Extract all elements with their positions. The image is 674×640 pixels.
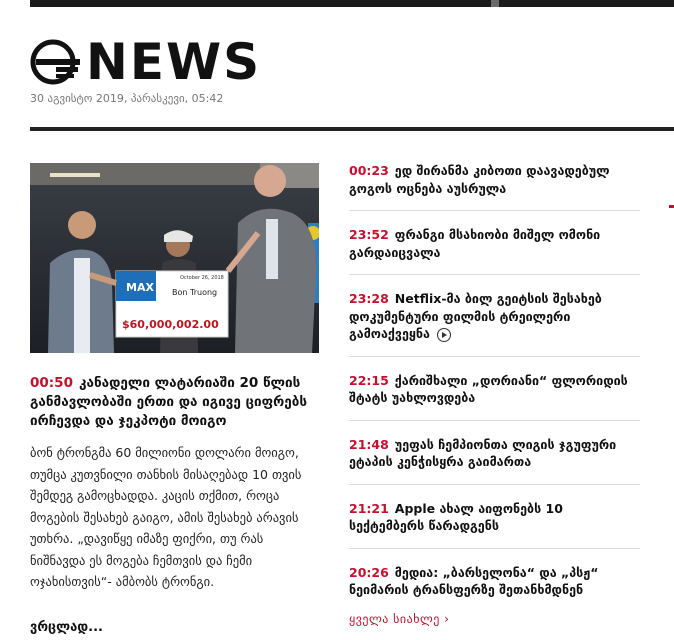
news-item[interactable]	[349, 436, 640, 485]
check-date: October 26, 2018	[180, 275, 224, 281]
banner-segment	[491, 0, 499, 7]
check-payee: Bon Truong	[172, 288, 218, 297]
logo-globe-icon	[30, 39, 80, 85]
news-item[interactable]	[349, 564, 640, 612]
news-item[interactable]	[349, 162, 640, 211]
check-lotto-logo: MAX	[126, 281, 154, 294]
lead-photo[interactable]	[30, 163, 319, 353]
site-logo[interactable]	[30, 33, 262, 91]
header-divider	[30, 127, 674, 131]
lead-photo-illustration	[30, 163, 319, 353]
news-item[interactable]	[349, 500, 640, 549]
news-time: 20:26	[349, 564, 389, 580]
news-time: 00:23	[349, 163, 389, 178]
news-title[interactable]: უეფას ჩემპიონთა ლიგის ჯგუფური ეტაპის კენჭისყრა გაიმართა	[349, 436, 617, 469]
news-time: 21:21	[349, 500, 389, 516]
news-title[interactable]: ფრანგი მსახიობი მიშელ ომონი გარდაიცვალა	[349, 227, 601, 260]
lead-summary: ბონ ტრონგმა 60 მილიონი დოლარი მოიგო, თუმცა კუთვნილი თანხის მისაღებად 10 თვის შემდეგ გამოცხადდა. კაცის თქმით, როცა მოგების შესახებ გაიგო, ამის შესახებ არავის უთხრა. „დავიწყე იმაზე ფიქრი, თუ რას ნიშნავდა ეს მოგება ჩემთვის და ჩემი ოჯახისთვის“- ამბობს ტრონგი.	[30, 445, 302, 589]
news-time: 21:48	[349, 436, 389, 452]
top-banner-strip	[30, 0, 674, 7]
check-amount: $60,000,002.00	[122, 318, 219, 331]
news-item[interactable]	[349, 290, 640, 357]
news-title[interactable]: Netflix-მა ბილ გეიტსის შესახებ დოკუმენტური ფილმის ტრეილერი გამოაქვეყნა	[349, 291, 602, 341]
news-title[interactable]: მედია: „ბარსელონა“ და „პსჟ“ ნეიმარის ტრანსფერზე შეთანხმდნენ	[349, 564, 599, 597]
video-play-icon	[437, 328, 451, 342]
current-date: 30 აგვისტო 2019, პარასკევი, 05:42	[30, 92, 224, 105]
lead-headline[interactable]	[30, 374, 325, 431]
all-news-link[interactable]: ყველა სიახლე ›	[349, 612, 450, 626]
news-title[interactable]: Apple ახალ აიფონებს 10 სექტემბერს წარადგენს	[349, 500, 563, 533]
read-more-link[interactable]: ვრცლად...	[30, 620, 103, 635]
news-title[interactable]: ედ შირანმა კიბოთი დაავადებულ გოგოს ოცნება აუსრულა	[349, 163, 610, 196]
news-feed	[349, 162, 640, 627]
side-accent-mark	[669, 205, 674, 208]
news-title[interactable]: ქარიშხალი „დორიანი“ ფლორიდის შტატს უახლოვდება	[349, 372, 628, 405]
news-time: 22:15	[349, 372, 389, 388]
news-item[interactable]	[349, 372, 640, 421]
lead-title-text[interactable]: კანადელი ლატარიაში 20 წლის განმავლობაში ერთი და იგივე ციფრებს ირჩევდა და ჯეკპოტი მოიგო	[30, 375, 307, 429]
news-item[interactable]	[349, 226, 640, 275]
news-time: 23:28	[349, 291, 389, 306]
news-time: 23:52	[349, 227, 389, 242]
lead-time: 00:50	[30, 375, 73, 391]
logo-text: NEWS	[86, 33, 262, 91]
